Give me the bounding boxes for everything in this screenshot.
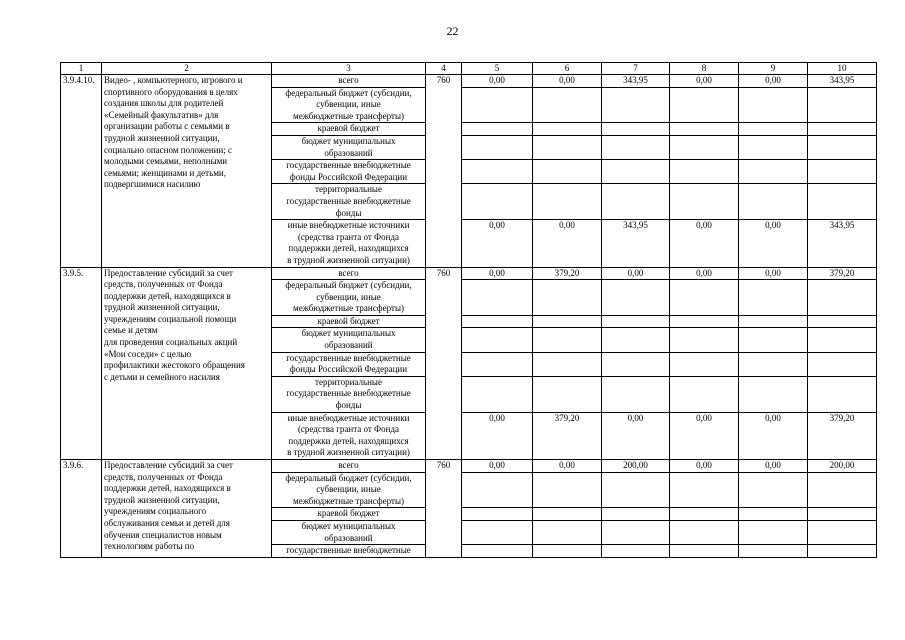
value-cell xyxy=(602,87,670,123)
value-cell xyxy=(462,472,533,508)
funding-source: всего xyxy=(272,267,426,280)
column-header: 9 xyxy=(739,63,808,75)
value-cell xyxy=(602,328,670,352)
value-cell xyxy=(602,352,670,376)
value-cell xyxy=(602,160,670,184)
value-cell xyxy=(533,352,602,376)
value-cell xyxy=(808,508,877,521)
value-cell: 0,00 xyxy=(533,75,602,88)
value-cell: 0,00 xyxy=(739,412,808,459)
value-cell: 0,00 xyxy=(670,460,739,473)
value-cell xyxy=(602,184,670,220)
value-cell: 343,95 xyxy=(602,75,670,88)
value-cell xyxy=(533,184,602,220)
value-cell: 0,00 xyxy=(462,220,533,267)
funding-source: государственные внебюджетные фонды Российской Федерации xyxy=(272,352,426,376)
value-cell: 379,20 xyxy=(808,267,877,280)
value-cell xyxy=(808,352,877,376)
value-cell xyxy=(670,280,739,316)
value-cell: 0,00 xyxy=(739,460,808,473)
value-cell xyxy=(533,135,602,159)
value-cell xyxy=(739,315,808,328)
value-cell xyxy=(602,520,670,544)
value-cell: 379,20 xyxy=(808,412,877,459)
value-cell xyxy=(602,123,670,136)
value-cell xyxy=(670,315,739,328)
value-cell xyxy=(808,160,877,184)
value-cell: 0,00 xyxy=(602,267,670,280)
value-cell xyxy=(670,87,739,123)
value-cell xyxy=(739,352,808,376)
item-code: 3.9.5. xyxy=(61,267,102,460)
value-cell: 0,00 xyxy=(670,412,739,459)
value-cell: 200,00 xyxy=(808,460,877,473)
value-cell xyxy=(670,184,739,220)
value-cell xyxy=(739,472,808,508)
value-cell: 0,00 xyxy=(462,75,533,88)
value-cell xyxy=(462,376,533,412)
value-cell: 343,95 xyxy=(602,220,670,267)
column-header: 1 xyxy=(61,63,102,75)
value-cell xyxy=(739,508,808,521)
value-cell xyxy=(670,508,739,521)
value-cell xyxy=(602,280,670,316)
value-cell: 0,00 xyxy=(670,220,739,267)
value-cell xyxy=(808,376,877,412)
value-cell xyxy=(462,520,533,544)
value-cell xyxy=(808,328,877,352)
value-cell xyxy=(739,376,808,412)
value-cell: 0,00 xyxy=(462,460,533,473)
value-cell xyxy=(670,376,739,412)
value-cell xyxy=(670,545,739,558)
table-row xyxy=(61,460,877,473)
value-cell xyxy=(670,352,739,376)
value-cell: 379,20 xyxy=(533,267,602,280)
value-cell xyxy=(533,508,602,521)
table-row xyxy=(61,75,877,88)
funding-source: бюджет муниципальных образований xyxy=(272,520,426,544)
value-cell: 343,95 xyxy=(808,220,877,267)
value-cell xyxy=(462,328,533,352)
value-cell xyxy=(670,135,739,159)
funding-source: государственные внебюджетные xyxy=(272,545,426,558)
value-cell xyxy=(670,328,739,352)
value-cell xyxy=(808,123,877,136)
value-cell xyxy=(808,315,877,328)
item-column-4: 760 xyxy=(426,460,462,558)
funding-source: федеральный бюджет (субсидии, субвенции, иные межбюджетные трансферты) xyxy=(272,280,426,316)
value-cell: 343,95 xyxy=(808,75,877,88)
value-cell: 0,00 xyxy=(739,267,808,280)
funding-source: территориальные государственные внебюджетные фонды xyxy=(272,376,426,412)
funding-source: всего xyxy=(272,75,426,88)
column-header: 8 xyxy=(670,63,739,75)
value-cell: 0,00 xyxy=(670,267,739,280)
value-cell: 0,00 xyxy=(739,220,808,267)
value-cell xyxy=(602,376,670,412)
value-cell: 0,00 xyxy=(670,75,739,88)
value-cell: 0,00 xyxy=(533,220,602,267)
value-cell: 0,00 xyxy=(462,267,533,280)
value-cell xyxy=(808,520,877,544)
value-cell xyxy=(533,160,602,184)
value-cell xyxy=(602,315,670,328)
column-header: 7 xyxy=(602,63,670,75)
item-description: Предоставление субсидий за счет средств, полученных от Фонда поддержки детей, находящихся в трудной жизненной ситуации, учреждениям социального обслуживания семьи и детей для обучения специалистов новым технологиям работы по xyxy=(102,460,272,558)
funding-source: краевой бюджет xyxy=(272,315,426,328)
value-cell xyxy=(739,135,808,159)
value-cell xyxy=(670,472,739,508)
value-cell xyxy=(739,123,808,136)
funding-source: краевой бюджет xyxy=(272,123,426,136)
value-cell xyxy=(739,160,808,184)
funding-source: иные внебюджетные источники (средства гранта от Фонда поддержки детей, находящихся в трудной жизненной ситуации) xyxy=(272,220,426,267)
value-cell xyxy=(602,545,670,558)
funding-source: государственные внебюджетные фонды Российской Федерации xyxy=(272,160,426,184)
funding-source: бюджет муниципальных образований xyxy=(272,135,426,159)
item-code: 3.9.4.10. xyxy=(61,75,102,268)
value-cell xyxy=(462,545,533,558)
value-cell xyxy=(533,123,602,136)
item-column-4: 760 xyxy=(426,267,462,460)
value-cell xyxy=(533,328,602,352)
value-cell xyxy=(670,123,739,136)
value-cell xyxy=(808,545,877,558)
page-number: 22 xyxy=(446,24,459,38)
value-cell xyxy=(739,280,808,316)
value-cell xyxy=(462,135,533,159)
value-cell xyxy=(739,328,808,352)
value-cell xyxy=(808,135,877,159)
value-cell xyxy=(462,352,533,376)
value-cell: 0,00 xyxy=(533,460,602,473)
value-cell xyxy=(533,280,602,316)
value-cell xyxy=(670,520,739,544)
column-header: 3 xyxy=(272,63,426,75)
value-cell xyxy=(602,135,670,159)
item-description: Видео- , компьютерного, игрового и спортивного оборудования в целях создания школы для родителей «Семейный факультатив» для организации работы с семьями в трудной жизненной ситуации, социально опасном положении; с молодыми семьями, неполными семьями; женщинами и детьми, подвергшимися насилию xyxy=(102,75,272,268)
value-cell xyxy=(533,376,602,412)
funding-source: всего xyxy=(272,460,426,473)
value-cell xyxy=(533,472,602,508)
funding-source: бюджет муниципальных образований xyxy=(272,328,426,352)
value-cell xyxy=(808,87,877,123)
value-cell: 0,00 xyxy=(602,412,670,459)
budget-table xyxy=(60,62,877,558)
table-row xyxy=(61,267,877,280)
value-cell xyxy=(462,123,533,136)
value-cell xyxy=(462,508,533,521)
value-cell xyxy=(462,87,533,123)
value-cell xyxy=(462,280,533,316)
value-cell: 379,20 xyxy=(533,412,602,459)
funding-source: краевой бюджет xyxy=(272,508,426,521)
value-cell xyxy=(602,472,670,508)
value-cell xyxy=(602,508,670,521)
value-cell xyxy=(808,472,877,508)
column-header: 10 xyxy=(808,63,877,75)
value-cell xyxy=(533,315,602,328)
value-cell xyxy=(462,184,533,220)
item-code: 3.9.6. xyxy=(61,460,102,558)
value-cell xyxy=(739,520,808,544)
value-cell xyxy=(739,545,808,558)
value-cell xyxy=(533,87,602,123)
funding-source: иные внебюджетные источники (средства гранта от Фонда поддержки детей, находящихся в трудной жизненной ситуации) xyxy=(272,412,426,459)
value-cell: 200,00 xyxy=(602,460,670,473)
value-cell xyxy=(739,184,808,220)
funding-source: федеральный бюджет (субсидии, субвенции, иные межбюджетные трансферты) xyxy=(272,87,426,123)
value-cell xyxy=(462,160,533,184)
column-header: 5 xyxy=(462,63,533,75)
value-cell xyxy=(533,545,602,558)
column-number-row xyxy=(61,63,877,75)
value-cell xyxy=(670,160,739,184)
value-cell xyxy=(808,280,877,316)
funding-source: федеральный бюджет (субсидии, субвенции, иные межбюджетные трансферты) xyxy=(272,472,426,508)
column-header: 6 xyxy=(533,63,602,75)
value-cell: 0,00 xyxy=(462,412,533,459)
item-description: Предоставление субсидий за счет средств, полученных от Фонда поддержки детей, находящихся в трудной жизненной ситуации, учреждениям социальной помощи семье и детям для проведения социальных акций «Мои соседи» с целью профилактики жестокого обращения с детьми и семейного насилия xyxy=(102,267,272,460)
column-header: 4 xyxy=(426,63,462,75)
value-cell xyxy=(808,184,877,220)
funding-source: территориальные государственные внебюджетные фонды xyxy=(272,184,426,220)
item-column-4: 760 xyxy=(426,75,462,268)
value-cell xyxy=(739,87,808,123)
column-header: 2 xyxy=(102,63,272,75)
value-cell xyxy=(533,520,602,544)
value-cell: 0,00 xyxy=(739,75,808,88)
value-cell xyxy=(462,315,533,328)
